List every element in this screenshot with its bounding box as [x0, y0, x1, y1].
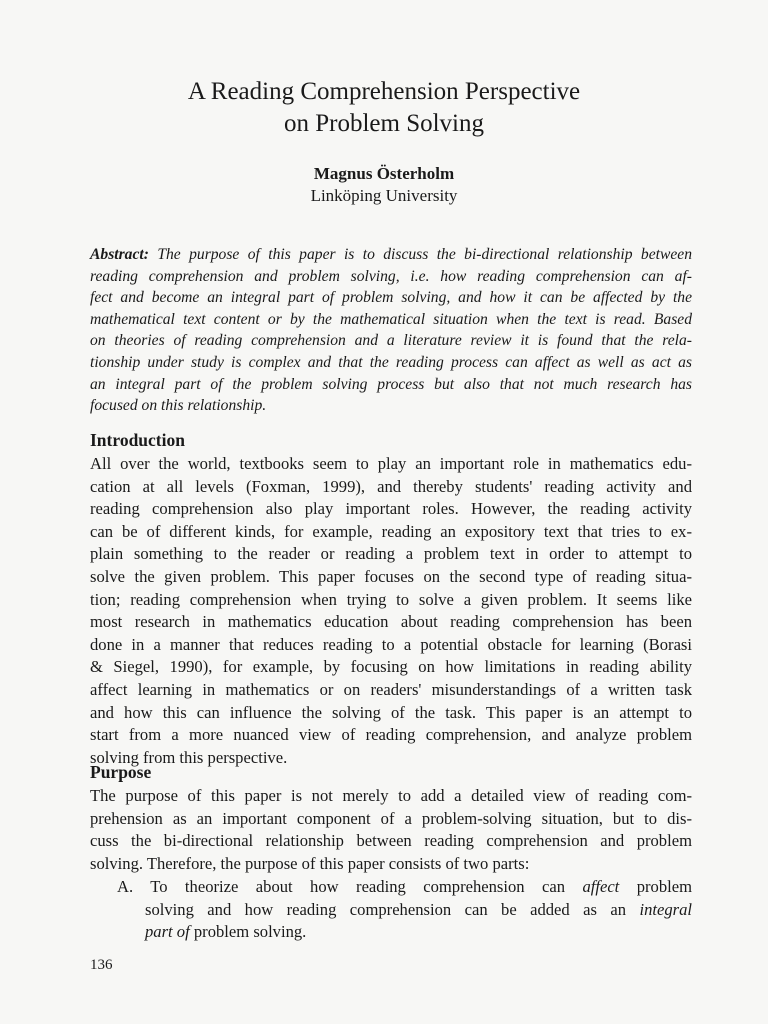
text-line — [90, 724, 692, 747]
line-text: focused on this relationship. — [90, 397, 267, 415]
list-marker: A. — [117, 877, 134, 896]
line-text: solving from this perspective. — [90, 747, 288, 767]
text-line — [90, 521, 692, 544]
line-text: cation at all levels (Foxman, 1999), and thereby students' reading activity and — [90, 476, 692, 496]
list-text: problem — [619, 877, 693, 896]
text-line — [90, 830, 692, 853]
text-line — [90, 352, 692, 374]
line-text: cuss the bi-directional relationship between reading comprehension and problem — [90, 831, 692, 851]
text-line — [90, 476, 692, 499]
line-text: & Siegel, 1990), for example, by focusing on how limitations in reading ability — [90, 657, 692, 677]
line-text: can be of different kinds, for example, reading an expository text that tries to ex- — [90, 521, 692, 541]
text-line — [90, 244, 692, 266]
list-text: solving and how reading comprehension can be added as an — [145, 899, 640, 919]
line-text: start from a more nuanced view of reading comprehension, and analyze problem — [90, 725, 692, 745]
line-text: reading comprehension and problem solving, i.e. how reading comprehension can af- — [90, 267, 692, 285]
text-line — [90, 853, 692, 876]
line-text: done in a manner that reduces reading to a potential obstacle for learning (Borasi — [90, 634, 692, 654]
line-text: affect learning in mathematics or on readers' misunderstandings of a written task — [90, 679, 692, 699]
text-line — [90, 566, 692, 589]
list-emphasis: integral — [639, 899, 692, 919]
text-line — [90, 395, 692, 417]
line-text: an integral part of the problem solving process but also that not much research has — [90, 375, 692, 393]
line-text: tionship under study is complex and that the reading process can affect as well as act as — [90, 353, 692, 371]
line-text: The purpose of this paper is not merely to add a detailed view of reading com- — [90, 786, 692, 805]
line-text: most research in mathematics education about reading comprehension has been — [90, 612, 692, 632]
list-text: problem solving. — [189, 922, 307, 942]
text-line — [90, 785, 692, 808]
text-line — [90, 702, 692, 725]
line-text: mathematical text content or by the mathematical situation when the text is read. Based — [90, 310, 692, 328]
title-line-1: A Reading Comprehension Perspective — [187, 78, 581, 105]
line-text: reading comprehension also play important roles. However, the reading activity — [90, 499, 692, 519]
text-line — [90, 498, 692, 521]
text-line — [90, 589, 692, 612]
text-line — [90, 808, 692, 831]
text-line — [90, 287, 692, 309]
line-text: on theories of reading comprehension and a literature review it is found that the rela- — [90, 332, 692, 350]
page-number: 136 — [90, 957, 113, 973]
line-text: All over the world, textbooks seem to play an important role in mathematics edu- — [90, 454, 692, 473]
text-line — [90, 266, 692, 288]
abstract — [90, 244, 692, 417]
text-line — [90, 309, 692, 331]
text-line — [90, 330, 692, 352]
text-line — [90, 374, 692, 396]
purpose-heading: Purpose — [90, 762, 152, 782]
introduction-body — [90, 453, 692, 769]
text-line — [90, 656, 692, 679]
text-line — [90, 543, 692, 566]
text-line — [90, 679, 692, 702]
abstract-label: Abstract: — [90, 246, 149, 263]
line-text: and how this can influence the solving of the task. This paper is an attempt to — [90, 702, 692, 722]
list-item-a — [117, 876, 692, 944]
text-line — [90, 453, 692, 476]
line-text: fect and become an integral part of problem solving, and how it can be affected by the — [90, 289, 692, 307]
line-text: solve the given problem. This paper focuses on the second type of reading situa- — [90, 566, 692, 586]
text-line — [90, 747, 692, 770]
text-line — [90, 634, 692, 657]
text-line — [90, 611, 692, 634]
introduction-heading: Introduction — [90, 430, 185, 450]
affiliation: Linköping University — [310, 186, 458, 205]
line-text: The purpose of this paper is to discuss the bi-directional relationship between — [148, 246, 692, 263]
author-name: Magnus Österholm — [313, 164, 455, 183]
title-line-2: on Problem Solving — [283, 110, 484, 137]
line-text: solving. Therefore, the purpose of this paper consists of two parts: — [90, 853, 530, 873]
line-text: plain something to the reader or reading a problem text in order to attempt to — [90, 544, 692, 564]
list-emphasis: affect — [582, 877, 620, 896]
line-text: tion; reading comprehension when trying to solve a given problem. It seems like — [90, 589, 692, 609]
list-text: To theorize about how reading comprehension can — [133, 877, 583, 896]
list-emphasis: part of — [145, 922, 190, 942]
line-text: prehension as an important component of a problem-solving situation, but to dis- — [90, 808, 692, 828]
purpose-body — [90, 785, 692, 875]
